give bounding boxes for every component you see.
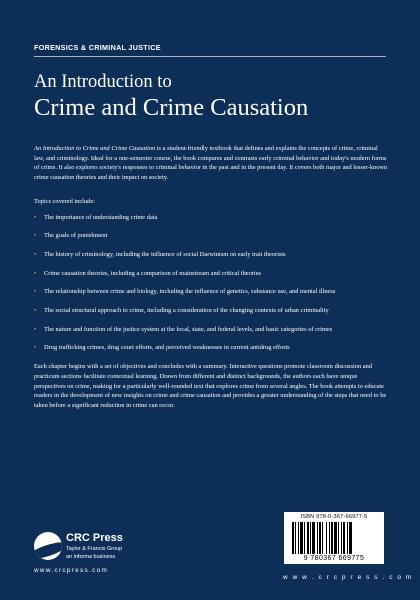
- barcode-bar: [334, 522, 337, 554]
- topic-item: • The nature and function of the justice system at the local, state, and federal levels, and basic categories of crimes: [34, 325, 333, 333]
- barcode-bar: [307, 522, 309, 554]
- topic-item: • The social structural approach to crime, including a consideration of the changing contexts of urban criminality: [34, 307, 329, 315]
- publisher-name: CRC Press: [66, 532, 123, 544]
- book-title: Crime and Crime Causation: [34, 94, 309, 121]
- barcode-bar: [310, 522, 311, 554]
- topic-item: • Drug trafficking crimes, drug court efforts, and perceived weaknesses in current antidrug efforts: [34, 344, 290, 352]
- isbn-barcode: [284, 512, 384, 564]
- closing-paragraph: Each chapter begins with a set of objectives and concludes with a summary. Interactive questions promote classroom discussion and practicum sections facilitate contextual learning. Drawn from different and distinct backgrounds, the authors each have unique perspectives on crime, making for a particularly well-rounded text that explores crime from several angles. The book attempts to educate readers in the development of new insights on crime and crime causation and provides a greater understanding of the steps that need to be taken before a significant reduction in crime can occur.: [34, 363, 387, 409]
- topics-list: [34, 213, 388, 354]
- bullet-icon: •: [34, 344, 37, 352]
- bullet-icon: •: [34, 307, 37, 315]
- barcode-bars-icon: [292, 522, 376, 554]
- barcode-bar: [343, 522, 345, 554]
- topic-item: • The relationship between crime and biology, including the influence of genetics, substance use, and mental illness: [34, 288, 336, 296]
- publisher-url-right: w w w . c r c p r e s s . c o m: [283, 574, 413, 581]
- title-line-1: An Introduction to: [34, 72, 172, 92]
- intro-text: is a student-friendly textbook that defines and explains the concepts of crime, criminal law, and criminology. Ideal for a one-semester course, the book compares and contrasts early criminal behavior and today's modern forms of crime. It also explores society's responses to criminal behavior in the past and in the present day. It covers both major and lesser-known crime causation theories and their impact on society.: [34, 145, 388, 182]
- barcode-bar: [295, 522, 296, 554]
- bullet-icon: •: [34, 325, 37, 333]
- crc-logo-icon: [34, 532, 62, 560]
- barcode-bar: [338, 522, 339, 554]
- bullet-icon: •: [34, 250, 37, 258]
- barcode-bar: [341, 522, 342, 554]
- series-label: FORENSICS & CRIMINAL JUSTICE: [34, 43, 161, 52]
- barcode-bar: [298, 522, 299, 554]
- publisher-url-left: www.crcpress.com: [34, 567, 109, 574]
- barcode-bar: [322, 522, 323, 554]
- barcode-bar: [326, 522, 327, 554]
- barcode-bar: [349, 522, 352, 554]
- topic-item: • Crime causation theories, including a comparison of mainstream and critical theories: [34, 269, 262, 277]
- bullet-icon: •: [34, 232, 37, 240]
- barcode-bar: [317, 522, 318, 554]
- publisher-group: Taylor & Francis Group: [66, 546, 123, 552]
- barcode-bar: [304, 522, 305, 554]
- topic-item: • The importance of understanding crime data: [34, 213, 158, 221]
- bullet-icon: •: [34, 269, 37, 277]
- barcode-bar: [347, 522, 348, 554]
- logo-text: CRC: [37, 537, 54, 546]
- topic-item: • The goals of punishment: [34, 232, 108, 240]
- publisher-business: an informa business: [66, 554, 116, 560]
- intro-paragraph: [34, 144, 388, 183]
- barcode-bar: [300, 522, 303, 554]
- barcode-number: 9 780367 669775: [303, 555, 365, 562]
- topic-item: • The history of criminology, including the influence of social Darwinism on early trait theorists: [34, 250, 286, 258]
- bullet-icon: •: [34, 213, 37, 221]
- barcode-bar: [329, 522, 330, 554]
- isbn-label: ISBN 978-0-367-66977-5: [300, 514, 368, 520]
- barcode-bar: [331, 522, 333, 554]
- barcode-bar: [312, 522, 315, 554]
- topics-heading: Topics covered include:: [34, 197, 95, 205]
- back-cover-text: [34, 144, 388, 411]
- intro-book-title: An Introduction to Crime and Crime Causation: [34, 145, 156, 152]
- header-divider: [34, 56, 386, 57]
- barcode-bar: [319, 522, 321, 554]
- bullet-icon: •: [34, 288, 37, 296]
- barcode-bar: [292, 522, 294, 554]
